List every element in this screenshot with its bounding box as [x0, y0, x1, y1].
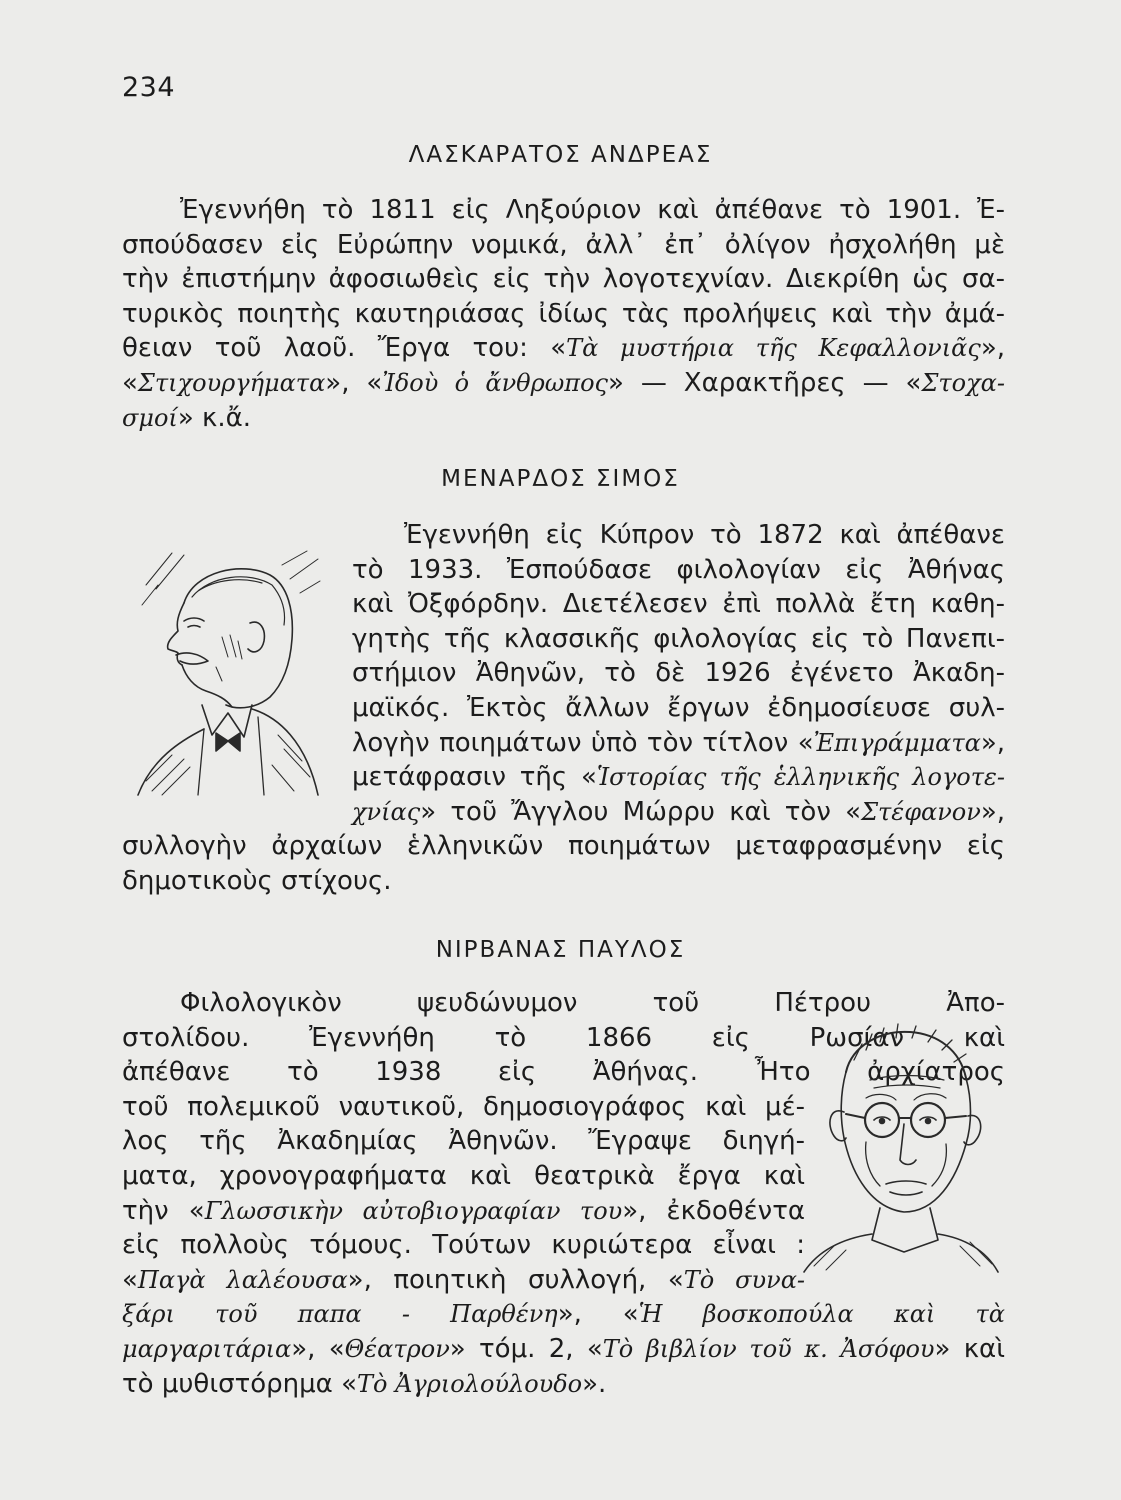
- italic-title: Θέατρον: [344, 1334, 450, 1363]
- text-run: », «: [325, 367, 383, 398]
- text-run: Ἐγεννήθη εἰς Κύπρον τὸ 1872 καὶ ἀπέθανε: [404, 520, 1005, 550]
- italic-title: Ἰδοὺ ὁ ἄνθρωπος: [382, 368, 608, 397]
- text-line: [122, 366, 1005, 401]
- text-line: [122, 829, 1005, 864]
- text-run: » κ.ἄ.: [177, 402, 252, 433]
- italic-title: Τὸ συνα-: [683, 1265, 806, 1294]
- text-run: » — Χαρακτῆρες — «: [607, 367, 922, 398]
- text-line: [122, 401, 1005, 436]
- text-line: [122, 228, 1005, 263]
- italic-title: Ἡ βοσκοπούλα καὶ τὰ: [638, 1300, 1005, 1329]
- text-run: », ποιητικὴ συλλογή, «: [347, 1264, 684, 1295]
- text-line: [352, 726, 1005, 761]
- text-run: λογὴν ποιημάτων ὑπὸ τὸν τίτλον «: [352, 727, 814, 758]
- text-line: [122, 1194, 805, 1229]
- italic-title: Στέφανον: [861, 797, 981, 826]
- italic-title: Τὰ μυστήρια τῆς Κεφαλλονιᾶς: [566, 334, 981, 363]
- text-run: τὴν «: [122, 1195, 205, 1226]
- text-run: ματα, χρονογραφήματα καὶ θεατρικὰ ἔργα καὶ: [122, 1160, 805, 1191]
- text-run: «: [122, 1264, 138, 1295]
- text-line: [122, 1159, 805, 1194]
- text-line: [122, 1367, 1005, 1402]
- italic-title: Γλωσσικὴν αὐτοβιογραφίαν του: [204, 1196, 623, 1225]
- page-number: 234: [122, 72, 176, 103]
- text-run: καὶ Ὀξφόρδην. Διετέλεσεν ἐπὶ πολλὰ ἔτη καθη-: [352, 589, 1005, 620]
- text-run: » τόμ. 2, «: [449, 1333, 603, 1364]
- portrait-menardos: [132, 545, 322, 800]
- text-run: μετάφρασιν τῆς «: [352, 762, 597, 793]
- text-line: [352, 656, 1005, 691]
- text-run: στολίδου. Ἐγεννήθη τὸ 1866 εἰς Ρωσίαν καὶ: [122, 1022, 1005, 1053]
- text-run: γητὴς τῆς κλασσικῆς φιλολογίας εἰς τὸ Πανεπι-: [352, 623, 1005, 654]
- text-line: [122, 1297, 1005, 1332]
- text-line: [122, 331, 1005, 366]
- text-run: συλλογὴν ἀρχαίων ἑλληνικῶν ποιημάτων μεταφρασμένην εἰς: [122, 831, 1005, 862]
- text-line: [180, 193, 1005, 228]
- heading-laskaratos: ΛΑΣΚΑΡΑΤΟΣ ΑΝΔΡΕΑΣ: [408, 142, 713, 168]
- italic-title: Στοχα-: [921, 368, 1005, 397]
- text-run: δημοτικοὺς στίχους.: [122, 865, 392, 896]
- text-run: τοῦ πολεμικοῦ ναυτικοῦ, δημοσιογράφος καὶ μέ-: [122, 1091, 805, 1122]
- text-line: [122, 1263, 805, 1298]
- text-run: »,: [980, 727, 1005, 758]
- text-run: Φιλολογικὸν ψευδώνυμον τοῦ Πέτρου Ἀπο-: [180, 988, 1005, 1018]
- text-run: »,: [980, 333, 1006, 364]
- italic-title: σμοί: [122, 403, 178, 432]
- text-line: [122, 1332, 1005, 1367]
- text-run: λος τῆς Ἀκαδημίας Ἀθηνῶν. Ἔγραψε διηγή-: [122, 1126, 805, 1157]
- text-run: ἀπέθανε τὸ 1938 εἰς Ἀθήνας. Ἦτο ἀρχίατρος: [122, 1057, 1005, 1088]
- heading-nirvanas: ΝΙΡΒΑΝΑΣ ΠΑΥΛΟΣ: [435, 937, 686, 963]
- text-run: τυρικὸς ποιητὴς καυτηριάσας ἰδίως τὰς προλήψεις καὶ τὴν ἀμά-: [122, 298, 1005, 329]
- text-line: [352, 587, 1005, 622]
- text-run: Ἐγεννήθη τὸ 1811 εἰς Ληξούριον καὶ ἀπέθανε τὸ 1901. Ἐ-: [180, 195, 1005, 225]
- heading-menardos: ΜΕΝΑΡΔΟΣ ΣΙΜΟΣ: [441, 466, 680, 492]
- text-run: μαϊκός. Ἐκτὸς ἄλλων ἔργων ἐδημοσίευσε συλ-: [352, 692, 1005, 723]
- bio-laskaratos: [122, 193, 1005, 435]
- text-line: [122, 262, 1005, 297]
- text-line: [352, 622, 1005, 657]
- text-run: ».: [582, 1368, 607, 1399]
- text-run: στήμιον Ἀθηνῶν, τὸ δὲ 1926 ἐγένετο Ἀκαδη-: [352, 658, 1005, 689]
- text-run: » καὶ: [934, 1333, 1005, 1364]
- text-line: [180, 986, 1005, 1021]
- text-run: σπούδασεν εἰς Εὐρώπην νομικά, ἀλλ᾿ ἐπ᾿ ὀλίγον ἠσχολήθη μὲ: [122, 229, 1005, 260]
- text-run: », «: [291, 1333, 345, 1364]
- text-line: [122, 1228, 805, 1263]
- text-run: «: [122, 367, 138, 398]
- italic-title: Ἱστορίας τῆς ἑλληνικῆς λογοτε-: [596, 763, 1006, 792]
- text-line: [352, 760, 1005, 795]
- text-run: » τοῦ Ἄγγλου Μώρρυ καὶ τὸν «: [420, 796, 862, 827]
- text-line: [352, 691, 1005, 726]
- text-line: [352, 795, 1005, 830]
- text-run: εἰς πολλοὺς τόμους. Τούτων κυριώτερα εἶναι :: [122, 1230, 805, 1261]
- italic-title: Παγὰ λαλέουσα: [137, 1265, 348, 1294]
- text-run: », «: [557, 1299, 639, 1330]
- text-run: », ἐκδοθέντα: [622, 1195, 805, 1226]
- text-run: θειαν τοῦ λαοῦ. Ἔργα του: «: [122, 333, 567, 364]
- text-line: [122, 297, 1005, 332]
- portrait-nirvanas: [800, 1020, 1000, 1275]
- italic-title: Τὸ βιβλίον τοῦ κ. Ἀσόφου: [602, 1334, 935, 1363]
- text-line: [122, 864, 1005, 899]
- text-run: »,: [980, 796, 1005, 827]
- italic-title: Ἐπιγράμματα: [813, 728, 981, 757]
- text-line: [122, 1124, 805, 1159]
- text-run: τὸ μυθιστόρημα «: [122, 1368, 357, 1399]
- text-line: [404, 518, 1005, 553]
- text-run: τὴν ἐπιστήμην ἀφοσιωθεὶς εἰς τὴν λογοτεχνίαν. Διεκρίθη ὡς σα-: [122, 264, 1005, 295]
- italic-title: Στιχουργήματα: [137, 368, 326, 397]
- text-line: [122, 1090, 805, 1125]
- italic-title: χνίας: [352, 797, 421, 826]
- italic-title: μαργαριτάρια: [122, 1334, 292, 1363]
- text-run: τὸ 1933. Ἐσπούδασε φιλολογίαν εἰς Ἀθήνας: [352, 554, 1005, 585]
- italic-title: ξάρι τοῦ παπα - Παρθένη: [122, 1300, 558, 1329]
- italic-title: Τὸ Ἀγριολούλουδο: [357, 1369, 583, 1398]
- text-line: [352, 553, 1005, 588]
